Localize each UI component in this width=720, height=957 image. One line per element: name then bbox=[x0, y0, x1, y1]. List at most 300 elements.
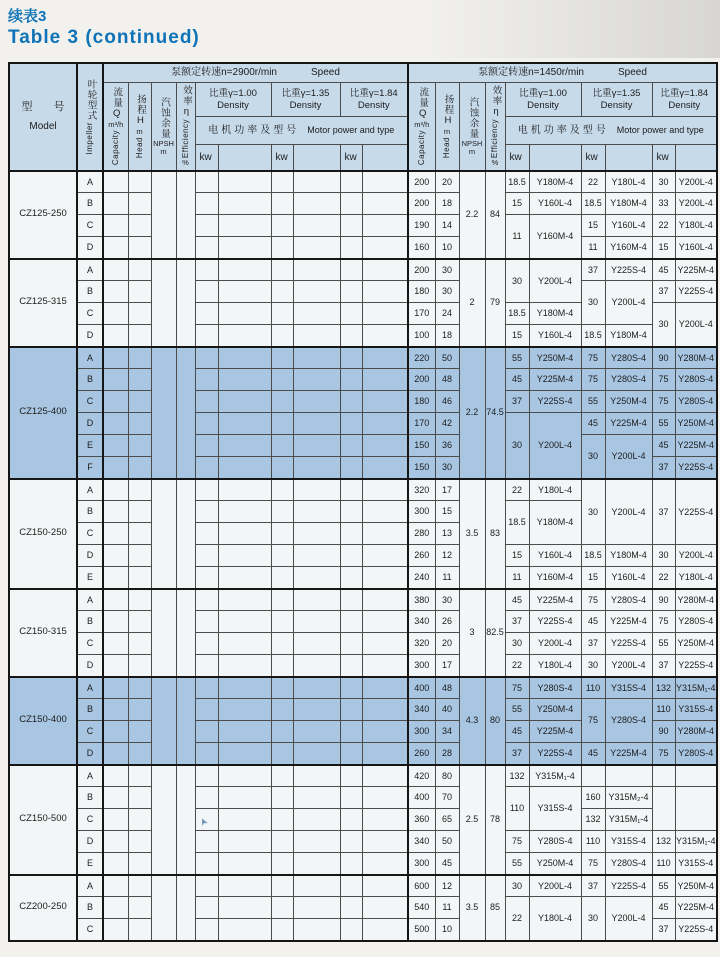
left-motor-kw-cell bbox=[195, 633, 218, 655]
left-motor-type-cell bbox=[293, 611, 340, 633]
left-capacity-cell bbox=[103, 347, 128, 369]
left-motor-kw-cell bbox=[340, 215, 362, 237]
motor-type-cell: Y180M-4 bbox=[605, 545, 652, 567]
left-motor-kw-cell bbox=[340, 545, 362, 567]
impeller-cell: D bbox=[77, 655, 103, 677]
motor-type-cell: Y250M-4 bbox=[529, 853, 581, 875]
header-motor-left: 电机功率及型号 Motor power and type bbox=[195, 117, 408, 145]
motor-type-cell: Y180M-4 bbox=[529, 501, 581, 545]
motor-kw-cell: 110 bbox=[505, 787, 529, 831]
left-head-cell bbox=[128, 413, 151, 435]
left-motor-type-cell bbox=[293, 897, 340, 919]
motor-kw-cell: 37 bbox=[652, 281, 675, 303]
capacity-cell: 200 bbox=[408, 171, 435, 193]
motor-type-cell: Y315M₁-4 bbox=[675, 677, 717, 699]
motor-kw-cell: 75 bbox=[652, 743, 675, 765]
header-impeller-zh: 叶轮型式 bbox=[85, 78, 97, 121]
motor-kw-cell: 90 bbox=[652, 589, 675, 611]
left-motor-type-cell bbox=[293, 237, 340, 259]
left-head-cell bbox=[128, 589, 151, 611]
left-motor-type-cell bbox=[362, 831, 408, 853]
left-motor-kw-cell bbox=[271, 677, 293, 699]
left-motor-type-cell bbox=[218, 435, 271, 457]
left-motor-kw-cell bbox=[271, 259, 293, 281]
left-npsh-cell bbox=[151, 479, 176, 589]
left-head-cell bbox=[128, 699, 151, 721]
capacity-cell: 300 bbox=[408, 501, 435, 523]
left-motor-kw-cell bbox=[195, 281, 218, 303]
motor-type-cell: Y315S-4 bbox=[675, 699, 717, 721]
motor-type-cell: Y315M₁-4 bbox=[605, 809, 652, 831]
motor-kw-cell: 75 bbox=[652, 369, 675, 391]
header-impeller-en: Impeller bbox=[85, 121, 95, 155]
motor-type-cell: Y280S-4 bbox=[605, 853, 652, 875]
motor-kw-cell: 30 bbox=[652, 545, 675, 567]
left-motor-kw-cell bbox=[195, 567, 218, 589]
left-motor-type-cell bbox=[362, 325, 408, 347]
motor-type-cell: Y200L-4 bbox=[675, 303, 717, 347]
motor-type-cell: Y180M-4 bbox=[529, 171, 581, 193]
motor-type-cell: Y225S-4 bbox=[675, 919, 717, 941]
capacity-cell: 280 bbox=[408, 523, 435, 545]
left-motor-kw-cell bbox=[340, 523, 362, 545]
left-head-cell bbox=[128, 325, 151, 347]
left-motor-type-cell bbox=[218, 325, 271, 347]
left-head-cell bbox=[128, 765, 151, 787]
motor-type-cell: Y200L-4 bbox=[605, 479, 652, 545]
capacity-cell: 260 bbox=[408, 743, 435, 765]
left-capacity-cell bbox=[103, 875, 128, 897]
left-capacity-cell bbox=[103, 721, 128, 743]
left-motor-kw-cell bbox=[340, 259, 362, 281]
motor-type-cell: Y200L-4 bbox=[675, 545, 717, 567]
motor-kw-cell: 55 bbox=[505, 347, 529, 369]
motor-kw-cell: 30 bbox=[581, 479, 605, 545]
left-motor-type-cell bbox=[293, 457, 340, 479]
left-motor-kw-cell bbox=[195, 391, 218, 413]
head-cell: 12 bbox=[435, 875, 459, 897]
left-motor-kw-cell bbox=[340, 237, 362, 259]
capacity-cell: 170 bbox=[408, 413, 435, 435]
table-header bbox=[9, 63, 717, 171]
left-head-cell bbox=[128, 897, 151, 919]
left-motor-type-cell bbox=[218, 347, 271, 369]
left-head-cell bbox=[128, 611, 151, 633]
motor-kw-cell: 11 bbox=[505, 567, 529, 589]
header-model-zh: 型 号 bbox=[21, 101, 74, 114]
left-head-cell bbox=[128, 391, 151, 413]
left-motor-type-cell bbox=[293, 919, 340, 941]
motor-kw-cell: 37 bbox=[581, 633, 605, 655]
header-kw: kw bbox=[505, 145, 529, 171]
impeller-cell: F bbox=[77, 457, 103, 479]
motor-type-cell: Y200L-4 bbox=[605, 897, 652, 941]
capacity-cell: 260 bbox=[408, 545, 435, 567]
motor-kw-cell: 55 bbox=[652, 413, 675, 435]
capacity-cell: 340 bbox=[408, 611, 435, 633]
left-npsh-cell bbox=[151, 589, 176, 677]
motor-type-cell: Y180M-4 bbox=[605, 193, 652, 215]
left-motor-type-cell bbox=[293, 303, 340, 325]
capacity-cell: 540 bbox=[408, 897, 435, 919]
impeller-cell: A bbox=[77, 765, 103, 787]
left-motor-kw-cell bbox=[340, 589, 362, 611]
motor-kw-cell: 18.5 bbox=[505, 303, 529, 325]
head-cell: 42 bbox=[435, 413, 459, 435]
left-motor-kw-cell bbox=[195, 787, 218, 809]
left-motor-kw-cell bbox=[271, 303, 293, 325]
left-motor-kw-cell bbox=[340, 765, 362, 787]
left-motor-type-cell bbox=[218, 215, 271, 237]
left-motor-kw-cell bbox=[271, 479, 293, 501]
motor-kw-cell: 55 bbox=[581, 391, 605, 413]
left-motor-kw-cell bbox=[340, 391, 362, 413]
left-motor-type-cell bbox=[293, 259, 340, 281]
motor-kw-cell: 15 bbox=[505, 325, 529, 347]
left-motor-type-cell bbox=[218, 457, 271, 479]
left-motor-kw-cell bbox=[195, 655, 218, 677]
head-cell: 24 bbox=[435, 303, 459, 325]
impeller-cell: C bbox=[77, 303, 103, 325]
left-motor-type-cell bbox=[293, 765, 340, 787]
left-capacity-cell bbox=[103, 325, 128, 347]
left-motor-type-cell bbox=[293, 545, 340, 567]
left-motor-kw-cell bbox=[195, 897, 218, 919]
left-efficiency-cell bbox=[176, 479, 195, 589]
motor-type-cell: Y225M-4 bbox=[675, 259, 717, 281]
motor-kw-cell: 22 bbox=[505, 655, 529, 677]
header-density-135-left: 比重γ=1.35 Density bbox=[271, 83, 340, 117]
left-motor-kw-cell bbox=[195, 611, 218, 633]
motor-kw-cell: 55 bbox=[505, 853, 529, 875]
left-motor-kw-cell bbox=[271, 699, 293, 721]
motor-type-cell: Y225M-4 bbox=[675, 435, 717, 457]
left-motor-kw-cell bbox=[195, 589, 218, 611]
motor-kw-cell: 75 bbox=[505, 677, 529, 699]
motor-type-cell bbox=[675, 787, 717, 831]
capacity-cell: 180 bbox=[408, 391, 435, 413]
motor-kw-cell bbox=[581, 765, 605, 787]
impeller-cell: B bbox=[77, 699, 103, 721]
left-motor-type-cell bbox=[293, 743, 340, 765]
left-motor-type-cell bbox=[362, 919, 408, 941]
motor-kw-cell: 75 bbox=[581, 699, 605, 743]
left-capacity-cell bbox=[103, 567, 128, 589]
left-motor-type-cell bbox=[362, 853, 408, 875]
impeller-cell: D bbox=[77, 413, 103, 435]
efficiency-cell: 84 bbox=[485, 171, 505, 259]
head-cell: 50 bbox=[435, 831, 459, 853]
left-motor-kw-cell bbox=[340, 171, 362, 193]
motor-kw-cell: 45 bbox=[505, 369, 529, 391]
left-motor-kw-cell bbox=[340, 193, 362, 215]
head-cell: 11 bbox=[435, 897, 459, 919]
impeller-cell: A bbox=[77, 259, 103, 281]
left-motor-type-cell bbox=[293, 171, 340, 193]
left-motor-kw-cell bbox=[271, 215, 293, 237]
left-motor-type-cell bbox=[218, 501, 271, 523]
motor-kw-cell: 15 bbox=[505, 545, 529, 567]
page-title-en: Table 3 (continued) bbox=[8, 26, 200, 48]
left-npsh-cell bbox=[151, 347, 176, 479]
left-motor-type-cell bbox=[362, 589, 408, 611]
left-motor-type-cell bbox=[362, 765, 408, 787]
left-motor-type-cell bbox=[362, 787, 408, 809]
left-motor-type-cell bbox=[293, 677, 340, 699]
capacity-cell: 180 bbox=[408, 281, 435, 303]
head-cell: 17 bbox=[435, 655, 459, 677]
left-capacity-cell bbox=[103, 809, 128, 831]
impeller-cell: D bbox=[77, 545, 103, 567]
motor-kw-cell: 37 bbox=[581, 259, 605, 281]
left-motor-type-cell bbox=[218, 655, 271, 677]
motor-kw-cell: 55 bbox=[505, 699, 529, 721]
page-title-zh: 续表3 bbox=[8, 8, 47, 25]
motor-kw-cell: 18.5 bbox=[505, 501, 529, 545]
motor-kw-cell: 18.5 bbox=[581, 545, 605, 567]
left-motor-kw-cell bbox=[271, 721, 293, 743]
header-motor-right: 电机功率及型号 Motor power and type bbox=[505, 117, 717, 145]
left-head-cell bbox=[128, 193, 151, 215]
left-head-cell bbox=[128, 523, 151, 545]
left-motor-kw-cell bbox=[271, 853, 293, 875]
left-motor-type-cell bbox=[362, 413, 408, 435]
left-motor-kw-cell bbox=[271, 875, 293, 897]
left-motor-kw-cell bbox=[271, 347, 293, 369]
left-motor-kw-cell bbox=[271, 545, 293, 567]
motor-type-cell: Y280S-4 bbox=[675, 743, 717, 765]
capacity-cell: 150 bbox=[408, 457, 435, 479]
left-motor-type-cell bbox=[293, 699, 340, 721]
left-motor-type-cell bbox=[218, 633, 271, 655]
capacity-cell: 400 bbox=[408, 787, 435, 809]
left-efficiency-cell bbox=[176, 589, 195, 677]
left-capacity-cell bbox=[103, 765, 128, 787]
capacity-cell: 320 bbox=[408, 479, 435, 501]
left-motor-type-cell bbox=[218, 897, 271, 919]
left-motor-kw-cell bbox=[271, 171, 293, 193]
header-head-left: 扬程H m Head bbox=[128, 83, 151, 171]
head-cell: 20 bbox=[435, 633, 459, 655]
motor-kw-cell: 15 bbox=[581, 567, 605, 589]
motor-kw-cell: 55 bbox=[652, 633, 675, 655]
left-motor-kw-cell bbox=[271, 897, 293, 919]
motor-type-cell: Y225S-4 bbox=[675, 281, 717, 303]
head-cell: 14 bbox=[435, 215, 459, 237]
capacity-cell: 200 bbox=[408, 193, 435, 215]
header-kw: kw bbox=[271, 145, 293, 171]
left-capacity-cell bbox=[103, 501, 128, 523]
motor-kw-cell: 55 bbox=[652, 875, 675, 897]
head-cell: 28 bbox=[435, 743, 459, 765]
motor-type-cell: Y225S-4 bbox=[675, 457, 717, 479]
motor-type-cell: Y225S-4 bbox=[605, 259, 652, 281]
impeller-cell: B bbox=[77, 369, 103, 391]
left-motor-type-cell bbox=[218, 787, 271, 809]
motor-type-cell: Y180L-4 bbox=[675, 215, 717, 237]
capacity-cell: 160 bbox=[408, 237, 435, 259]
left-capacity-cell bbox=[103, 435, 128, 457]
header-capacity-left: 流量Q m³/h Capacity bbox=[103, 83, 128, 171]
npsh-cell: 3 bbox=[459, 589, 485, 677]
impeller-cell: C bbox=[77, 391, 103, 413]
impeller-cell: A bbox=[77, 171, 103, 193]
left-capacity-cell bbox=[103, 699, 128, 721]
left-capacity-cell bbox=[103, 259, 128, 281]
left-head-cell bbox=[128, 567, 151, 589]
motor-type-cell: Y280S-4 bbox=[529, 677, 581, 699]
left-head-cell bbox=[128, 919, 151, 941]
left-motor-type-cell bbox=[218, 853, 271, 875]
left-motor-type-cell bbox=[218, 809, 271, 831]
header-kw: kw bbox=[195, 145, 218, 171]
npsh-cell: 3.5 bbox=[459, 479, 485, 589]
motor-type-cell: Y200L-4 bbox=[605, 435, 652, 479]
left-capacity-cell bbox=[103, 391, 128, 413]
left-motor-type-cell bbox=[218, 611, 271, 633]
header-speed-2900: 泵额定转速n=2900r/min Speed bbox=[103, 63, 408, 83]
left-motor-type-cell bbox=[293, 809, 340, 831]
motor-type-cell: Y160L-4 bbox=[529, 193, 581, 215]
left-motor-kw-cell bbox=[195, 435, 218, 457]
npsh-cell: 2.2 bbox=[459, 347, 485, 479]
left-capacity-cell bbox=[103, 831, 128, 853]
left-efficiency-cell bbox=[176, 259, 195, 347]
impeller-cell: B bbox=[77, 611, 103, 633]
left-motor-type-cell bbox=[293, 391, 340, 413]
head-cell: 48 bbox=[435, 369, 459, 391]
motor-type-cell: Y225M-4 bbox=[605, 413, 652, 435]
left-motor-kw-cell bbox=[271, 523, 293, 545]
left-motor-type-cell bbox=[293, 655, 340, 677]
head-cell: 46 bbox=[435, 391, 459, 413]
capacity-cell: 300 bbox=[408, 655, 435, 677]
left-motor-kw-cell bbox=[271, 611, 293, 633]
capacity-cell: 400 bbox=[408, 677, 435, 699]
left-motor-type-cell bbox=[293, 193, 340, 215]
motor-kw-cell: 37 bbox=[652, 457, 675, 479]
motor-type-cell: Y315S-4 bbox=[529, 787, 581, 831]
motor-kw-cell: 45 bbox=[505, 721, 529, 743]
npsh-cell: 2.2 bbox=[459, 171, 485, 259]
left-capacity-cell bbox=[103, 457, 128, 479]
motor-kw-cell: 45 bbox=[652, 897, 675, 919]
left-motor-type-cell bbox=[293, 523, 340, 545]
left-npsh-cell bbox=[151, 677, 176, 765]
left-motor-type-cell bbox=[293, 479, 340, 501]
left-motor-kw-cell bbox=[340, 743, 362, 765]
motor-type-cell: Y250M-4 bbox=[675, 633, 717, 655]
npsh-cell: 3.5 bbox=[459, 875, 485, 941]
left-capacity-cell bbox=[103, 523, 128, 545]
left-motor-kw-cell bbox=[340, 325, 362, 347]
left-motor-kw-cell bbox=[195, 831, 218, 853]
left-capacity-cell bbox=[103, 237, 128, 259]
motor-kw-cell: 30 bbox=[581, 655, 605, 677]
head-cell: 70 bbox=[435, 787, 459, 809]
head-cell: 45 bbox=[435, 853, 459, 875]
impeller-cell: C bbox=[77, 809, 103, 831]
efficiency-cell: 78 bbox=[485, 765, 505, 875]
capacity-cell: 300 bbox=[408, 853, 435, 875]
left-capacity-cell bbox=[103, 897, 128, 919]
motor-type-cell: Y280S-4 bbox=[675, 369, 717, 391]
motor-type-cell: Y225S-4 bbox=[605, 633, 652, 655]
left-capacity-cell bbox=[103, 633, 128, 655]
header-efficiency-right: 效率η Efficiency % bbox=[485, 83, 505, 171]
left-motor-kw-cell bbox=[195, 325, 218, 347]
left-motor-kw-cell bbox=[271, 413, 293, 435]
model-cell: CZ150-500 bbox=[9, 765, 77, 875]
left-motor-kw-cell bbox=[195, 919, 218, 941]
head-cell: 80 bbox=[435, 765, 459, 787]
efficiency-cell: 79 bbox=[485, 259, 505, 347]
header-density-135-right: 比重γ=1.35 Density bbox=[581, 83, 652, 117]
header-kw: kw bbox=[581, 145, 605, 171]
left-head-cell bbox=[128, 831, 151, 853]
left-capacity-cell bbox=[103, 677, 128, 699]
left-capacity-cell bbox=[103, 853, 128, 875]
left-head-cell bbox=[128, 347, 151, 369]
left-motor-kw-cell bbox=[271, 435, 293, 457]
capacity-cell: 600 bbox=[408, 875, 435, 897]
left-motor-type-cell bbox=[362, 501, 408, 523]
left-motor-kw-cell bbox=[271, 501, 293, 523]
motor-kw-cell: 30 bbox=[505, 875, 529, 897]
motor-kw-cell: 75 bbox=[505, 831, 529, 853]
head-cell: 17 bbox=[435, 479, 459, 501]
left-motor-kw-cell bbox=[195, 237, 218, 259]
left-motor-kw-cell bbox=[340, 479, 362, 501]
motor-kw-cell: 45 bbox=[581, 611, 605, 633]
motor-type-cell: Y250M-4 bbox=[675, 875, 717, 897]
left-motor-type-cell bbox=[218, 699, 271, 721]
left-motor-type-cell bbox=[362, 545, 408, 567]
motor-kw-cell: 30 bbox=[581, 435, 605, 479]
motor-kw-cell: 132 bbox=[581, 809, 605, 831]
left-npsh-cell bbox=[151, 875, 176, 941]
left-motor-kw-cell bbox=[195, 369, 218, 391]
left-motor-kw-cell bbox=[271, 809, 293, 831]
left-motor-kw-cell bbox=[340, 919, 362, 941]
left-motor-kw-cell bbox=[340, 721, 362, 743]
left-capacity-cell bbox=[103, 215, 128, 237]
left-motor-type-cell bbox=[362, 171, 408, 193]
motor-kw-cell: 22 bbox=[505, 479, 529, 501]
motor-kw-cell: 22 bbox=[652, 567, 675, 589]
header-density-184-left: 比重γ=1.84 Density bbox=[340, 83, 408, 117]
left-motor-type-cell bbox=[218, 677, 271, 699]
impeller-cell: E bbox=[77, 435, 103, 457]
left-motor-kw-cell bbox=[340, 303, 362, 325]
motor-kw-cell: 15 bbox=[505, 193, 529, 215]
efficiency-cell: 83 bbox=[485, 479, 505, 589]
left-head-cell bbox=[128, 809, 151, 831]
motor-kw-cell: 75 bbox=[581, 369, 605, 391]
left-motor-type-cell bbox=[362, 523, 408, 545]
scan-ink-mark-artifact: ➤ bbox=[197, 815, 211, 828]
npsh-cell: 4.3 bbox=[459, 677, 485, 765]
motor-kw-cell: 37 bbox=[581, 875, 605, 897]
left-motor-kw-cell bbox=[340, 435, 362, 457]
left-motor-kw-cell bbox=[195, 875, 218, 897]
motor-type-cell: Y200L-4 bbox=[605, 281, 652, 325]
left-capacity-cell bbox=[103, 919, 128, 941]
capacity-cell: 320 bbox=[408, 633, 435, 655]
motor-type-cell: Y180L-4 bbox=[675, 567, 717, 589]
model-cell: CZ150-400 bbox=[9, 677, 77, 765]
table-body bbox=[9, 171, 717, 941]
